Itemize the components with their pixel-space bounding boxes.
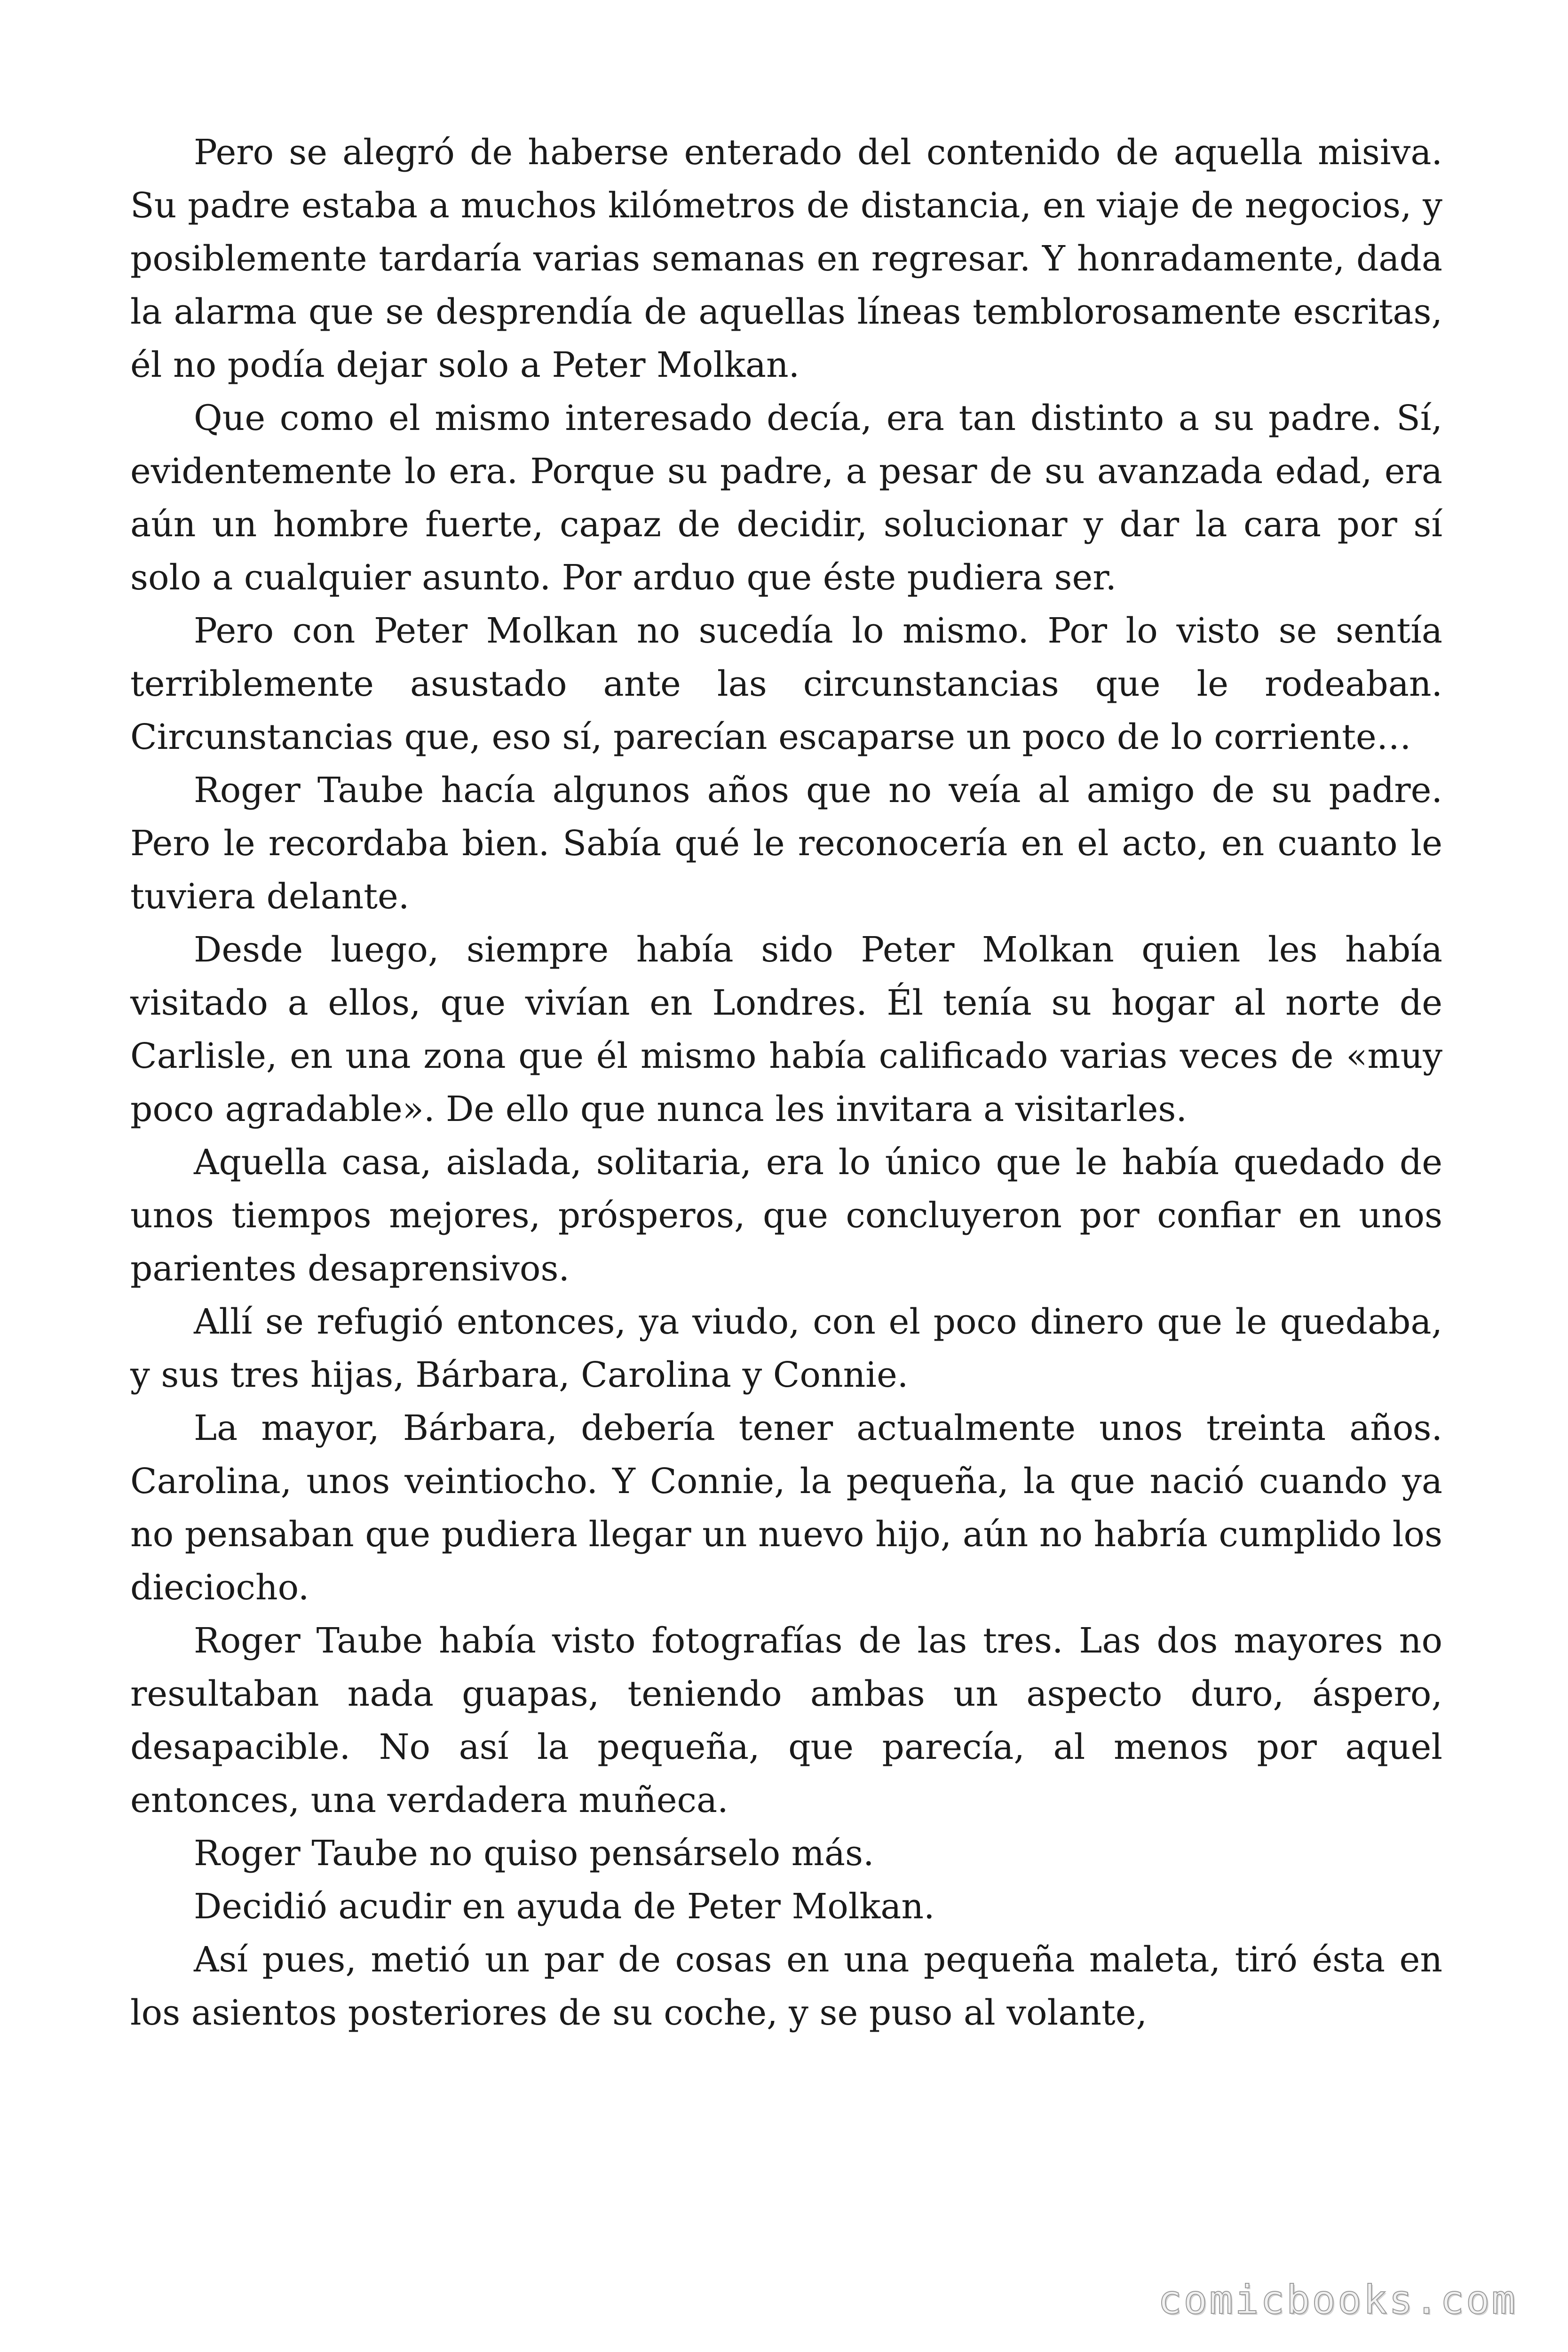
- paragraph: Desde luego, siempre había sido Peter Molkan quien les había visitado a ellos, que vivían en Londres. Él tenía su hogar al norte de Carlisle, en una zona que él mismo había calificado varias veces de «muy poco agradable». De ello que nunca les invitara a visitarles.: [130, 930, 1442, 1129]
- paragraph: La mayor, Bárbara, debería tener actualmente unos treinta años. Carolina, unos veintiocho. Y Connie, la pequeña, la que nació cuando ya no pensaban que pudiera llegar un nuevo hijo, aún no habría cumplido los dieciocho.: [130, 1408, 1442, 1608]
- paragraph: Roger Taube no quiso pensárselo más.: [194, 1833, 874, 1874]
- paragraph: Decidió acudir en ayuda de Peter Molkan.: [194, 1886, 935, 1927]
- body-text: [130, 126, 1442, 2040]
- paragraph: Roger Taube hacía algunos años que no veía al amigo de su padre. Pero le recordaba bien. Sabía qué le reconocería en el acto, en cuanto le tuviera delante.: [130, 770, 1442, 917]
- paragraph: Allí se refugió entonces, ya viudo, con el poco dinero que le quedaba, y sus tres hijas, Bárbara, Carolina y Connie.: [130, 1302, 1442, 1395]
- paragraph: Pero con Peter Molkan no sucedía lo mismo. Por lo visto se sentía terriblemente asustado ante las circunstancias que le rodeaban. Circunstancias que, eso sí, parecían escaparse un poco de lo corriente…: [130, 611, 1442, 757]
- paragraph: Que como el mismo interesado decía, era tan distinto a su padre. Sí, evidentemente lo era. Porque su padre, a pesar de su avanzada edad, era aún un hombre fuerte, capaz de decidir, solucionar y dar la cara por sí solo a cualquier asunto. Por arduo que éste pudiera ser.: [130, 398, 1442, 598]
- paragraph: Pero se alegró de haberse enterado del contenido de aquella misiva. Su padre estaba a muchos kilómetros de distancia, en viaje de negocios, y posiblemente tardaría varias semanas en regresar. Y honradamente, dada la alarma que se desprendía de aquellas líneas temblorosamente escritas, él no podía dejar solo a Peter Molkan.: [130, 132, 1442, 385]
- paragraph: Aquella casa, aislada, solitaria, era lo único que le había quedado de unos tiempos mejores, prósperos, que concluyeron por confiar en unos parientes desaprensivos.: [130, 1142, 1442, 1289]
- paragraph: Así pues, metió un par de cosas en una pequeña maleta, tiró ésta en los asientos posteriores de su coche, y se puso al volante,: [130, 1939, 1442, 2033]
- watermark: comicbooks.com: [1157, 2277, 1517, 2323]
- paragraph: Roger Taube había visto fotografías de las tres. Las dos mayores no resultaban nada guapas, teniendo ambas un aspecto duro, áspero, desapacible. No así la pequeña, que parecía, al menos por aquel entonces, una verdadera muñeca.: [130, 1621, 1442, 1820]
